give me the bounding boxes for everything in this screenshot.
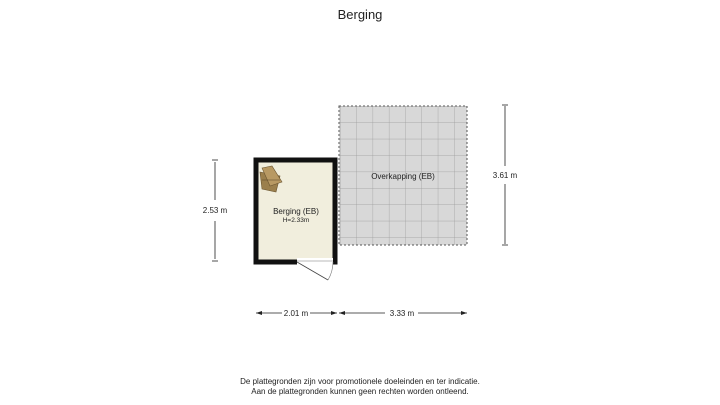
disclaimer-line-2: Aan de plattegronden kunnen geen rechten worden ontleend. (251, 387, 469, 396)
dimension-berging-width-label: 2.01 m (283, 309, 309, 318)
dimension-overkapping-width (339, 309, 467, 318)
dimension-overkapping-height (493, 105, 518, 245)
page-title: Berging (337, 7, 383, 22)
dimension-overkapping-width-label: 3.33 m (389, 309, 415, 318)
berging-room (256, 160, 335, 280)
berging-height-label: H=2.33m (282, 217, 310, 224)
dimension-berging-height (203, 160, 228, 261)
dimension-berging-height-label: 2.53 m (202, 206, 228, 215)
dimension-overkapping-height-label: 3.61 m (492, 171, 518, 180)
dimension-berging-width (256, 309, 337, 318)
disclaimer-line-1: De plattegronden zijn voor promotionele doeleinden en ter indicatie. (240, 377, 480, 386)
overkapping-label: Overkapping (EB) (371, 172, 435, 181)
berging-label: Berging (EB) (273, 207, 319, 216)
disclaimer (0, 377, 720, 397)
overkapping-area (339, 106, 467, 245)
